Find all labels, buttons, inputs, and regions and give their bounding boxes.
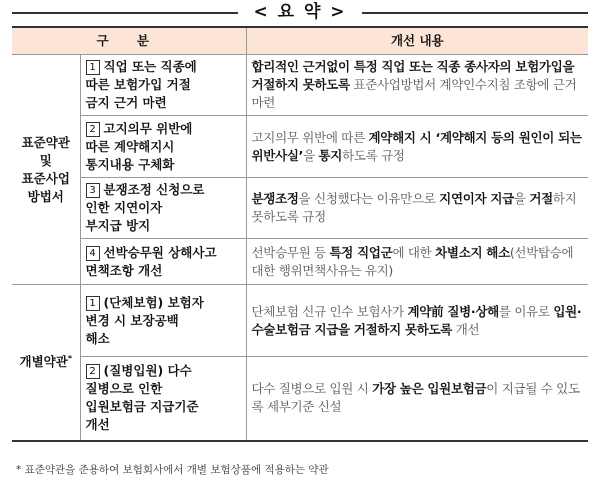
item-title: 2 (질병입원) 다수 질병으로 인한 입원보험금 지급기준 개선 — [80, 357, 246, 441]
emphasis-text: 입원·수술보험금 지급을 거절하지 못하도록 — [251, 303, 582, 337]
item-number-box: 2 — [86, 122, 100, 137]
description-text: 하지 못하도록 규정 — [251, 191, 577, 224]
emphasis-text: 계약前 질병·상해 — [407, 303, 499, 319]
header-category: 구 분 — [12, 27, 246, 55]
title-rule-right — [362, 12, 588, 14]
item-description — [246, 178, 588, 239]
table-header-row — [12, 27, 588, 55]
emphasis-text: 지연이자 지급 — [439, 191, 514, 206]
description-text: 하도록 규정 — [342, 147, 405, 163]
group-label-standard: 표준약관 및 표준사업 방법서 — [12, 55, 80, 285]
description-text: 선박승무원 등 — [251, 244, 330, 260]
description-text: 을 신청했다는 이유만으로 — [298, 191, 440, 206]
header-content: 개선 내용 — [246, 27, 588, 55]
table-row — [12, 357, 588, 441]
item-title: 1 직업 또는 직종에 따른 보험가입 거절 금지 근거 마련 — [80, 55, 246, 116]
description-text: 에 대한 — [392, 244, 436, 260]
item-number-box: 4 — [86, 246, 100, 261]
item-title: 2 고지의무 위반에 따른 계약해지시 통지내용 구체화 — [80, 116, 246, 178]
emphasis-text: 거절 — [529, 191, 553, 206]
summary-title: < 요 약 > — [253, 2, 347, 22]
table-row — [12, 285, 588, 357]
item-title: 1 (단체보험) 보험자 변경 시 보장공백 해소 — [80, 285, 246, 357]
item-number-box: 2 — [86, 364, 100, 379]
item-description — [246, 285, 588, 357]
description-text: 표준사업방법서 계약인수지침 조항에 근거 마련 — [251, 77, 577, 110]
item-description — [246, 55, 588, 116]
table-row — [12, 116, 588, 178]
summary-table — [12, 26, 588, 442]
group-label-individual: 개별약관* — [12, 285, 80, 441]
item-number-box: 1 — [86, 60, 100, 75]
table-row — [12, 239, 588, 285]
item-title: 4 선박승무원 상해사고 면책조항 개선 — [80, 239, 246, 285]
emphasis-text: 차별소지 해소 — [435, 244, 510, 260]
description-text: 를 이유로 — [498, 303, 554, 319]
description-text: 이 지급될 수 있도록 세부기준 신설 — [251, 381, 580, 415]
summary-title-bar — [0, 0, 600, 24]
description-text: 을 — [303, 147, 319, 163]
emphasis-text: 합리적인 근거없이 특정 직업 또는 직종 종사자의 보험가입을 거절하지 못하도록 — [251, 59, 575, 92]
description-text: (선박탑승에 대한 행위면책사유는 유지) — [251, 244, 574, 278]
table-row — [12, 178, 588, 239]
emphasis-text: 계약해지 시 ‘계약해지 등의 원인이 되는 위반사실’ — [251, 129, 582, 163]
emphasis-text: 가장 높은 입원보험금 — [372, 381, 487, 397]
item-description — [246, 357, 588, 441]
item-title: 3 분쟁조정 신청으로 인한 지연이자 부지급 방지 — [80, 178, 246, 239]
description-text: 개선 — [452, 321, 480, 337]
emphasis-text: 통지 — [318, 147, 343, 163]
item-description — [246, 116, 588, 178]
item-description — [246, 239, 588, 285]
description-text: 단체보험 신규 인수 보험사가 — [251, 303, 408, 319]
title-rule-left — [12, 12, 238, 14]
description-text: 다수 질병으로 입원 시 — [251, 381, 373, 397]
item-number-box: 1 — [86, 296, 100, 311]
description-text: 고지의무 위반에 따른 — [251, 129, 369, 145]
description-text: 을 — [513, 191, 530, 206]
table-row — [12, 55, 588, 116]
emphasis-text: 특정 직업군 — [329, 244, 393, 260]
emphasis-text: 분쟁조정 — [251, 191, 299, 206]
item-number-box: 3 — [86, 183, 100, 198]
footnote: * 표준약관을 준용하여 보험회사에서 개별 보험상품에 적용하는 약관 — [16, 464, 329, 476]
